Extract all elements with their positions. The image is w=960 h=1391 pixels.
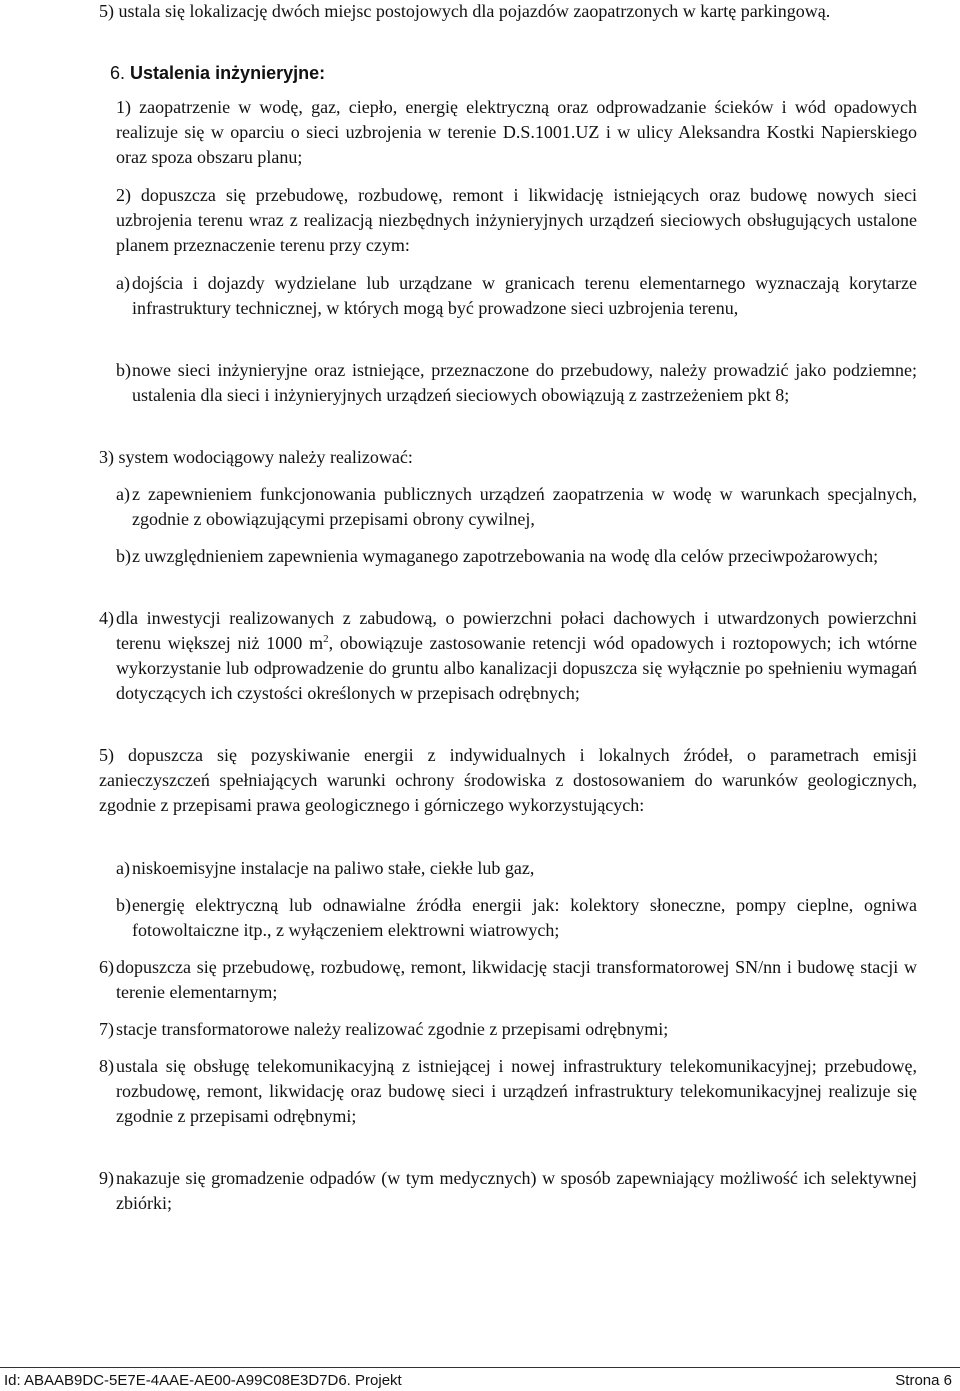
- item-4-label: 4): [99, 608, 114, 628]
- item-5a-text: niskoemisyjne instalacje na paliwo stałe, ciekłe lub gaz,: [132, 858, 535, 878]
- item-5b-label: b): [116, 895, 131, 915]
- footer-page-number: Strona 6: [895, 1372, 952, 1389]
- item-4-superscript: 2: [323, 633, 329, 645]
- item-4: [99, 606, 917, 706]
- item-5-text: 5) dopuszcza się pozyskiwanie energii z indywidualnych i lokalnych źródeł, o parametrach emisji zanieczyszczeń spełniających warunki ochrony środowiska z dostosowaniem do warunków geologicznych, zgodnie z przepisami prawa geologicznego i górniczego wykorzystujących:: [99, 745, 917, 815]
- footer-divider: [0, 1367, 960, 1368]
- item-4-text: [116, 606, 917, 706]
- item-6-label: 6): [99, 957, 114, 977]
- item-5-top: [99, 0, 917, 24]
- item-8-text: ustala się obsługę telekomunikacyjną z istniejącej i nowej infrastruktury telekomunikacyjnej; przebudowę, rozbudowę, remont, likwidację oraz budowę sieci i urządzeń infrastruktury telekomunikacyjnej realizuje się zgodnie z przepisami odrębnymi;: [116, 1056, 917, 1126]
- item-3: [99, 445, 917, 470]
- item-1: [116, 95, 917, 170]
- item-2-text: 2) dopuszcza się przebudowę, rozbudowę, remont i likwidację istniejących oraz budowę nowych sieci uzbrojenia terenu wraz z realizacją niezbędnych inżynieryjnych urządzeń sieciowych obsługujących ustalone planem przeznaczenie terenu przy czym:: [116, 185, 917, 255]
- item-6: [99, 955, 917, 1005]
- item-3a-label: a): [116, 484, 130, 504]
- item-2a: [116, 271, 917, 321]
- item-3b: [116, 544, 917, 569]
- footer-document-id: Id: ABAAB9DC-5E7E-4AAE-AE00-A99C08E3D7D6. Projekt: [4, 1372, 402, 1389]
- item-8: [99, 1054, 917, 1129]
- item-7-label: 7): [99, 1019, 114, 1039]
- item-2: [116, 183, 917, 258]
- item-5: [99, 743, 917, 818]
- item-9-label: 9): [99, 1168, 114, 1188]
- item-5b: [116, 893, 917, 943]
- section-title: Ustalenia inżynieryjne:: [130, 63, 326, 83]
- item-9-text: nakazuje się gromadzenie odpadów (w tym medycznych) w sposób zapewniający możliwość ich selektywnej zbiórki;: [116, 1168, 917, 1213]
- item-8-label: 8): [99, 1056, 114, 1076]
- item-2b: [116, 358, 917, 408]
- item-5-top-text: 5) ustala się lokalizację dwóch miejsc postojowych dla pojazdów zaopatrzonych w kartę parkingową.: [99, 1, 831, 21]
- item-6-text: dopuszcza się przebudowę, rozbudowę, remont, likwidację stacji transformatorowej SN/nn i budowę stacji w terenie elementarnym;: [116, 957, 917, 1002]
- item-3b-label: b): [116, 546, 131, 566]
- item-3a-text: z zapewnieniem funkcjonowania publicznych urządzeń zaopatrzenia w wodę w warunkach specjalnych, zgodnie z obowiązującymi przepisami obrony cywilnej,: [132, 484, 917, 529]
- item-3a: [116, 482, 917, 532]
- item-2a-text: dojścia i dojazdy wydzielane lub urządzane w granicach terenu elementarnego wyznaczają korytarze infrastruktury technicznej, w których mogą być prowadzone sieci uzbrojenia terenu,: [132, 273, 917, 318]
- item-4-text-rest: , obowiązuje zastosowanie retencji wód opadowych i roztopowych; ich wtórne wykorzystanie lub odprowadzenie do gruntu albo kanalizacji dopuszcza się wyłącznie po spełnieniu wymagań dotyczących ich czystości określonych w przepisach odrębnych;: [116, 633, 917, 703]
- item-7-text: stacje transformatorowe należy realizować zgodnie z przepisami odrębnymi;: [116, 1019, 669, 1039]
- section-number: 6.: [110, 63, 126, 83]
- item-3b-text: z uwzględnieniem zapewnienia wymaganego zapotrzebowania na wodę dla celów przeciwpożarowych;: [132, 546, 879, 566]
- item-5b-text: energię elektryczną lub odnawialne źródła energii jak: kolektory słoneczne, pompy cieplne, ogniwa fotowoltaiczne itp., z wyłączeniem elektrowni wiatrowych;: [132, 895, 917, 940]
- item-1-text: 1) zaopatrzenie w wodę, gaz, ciepło, energię elektryczną oraz odprowadzanie ścieków i wód opadowych realizuje się w oparciu o sieci uzbrojenia w terenie D.S.1001.UZ i w ulicy Aleksandra Kostki Napierskiego oraz spoza obszaru planu;: [116, 97, 917, 167]
- item-5a-label: a): [116, 858, 130, 878]
- item-4-text-main: dla inwestycji realizowanych z zabudową, o powierzchni połaci dachowych i utwardzonych powierzchni terenu większej niż 1000 m: [116, 608, 917, 653]
- item-3-text: 3) system wodociągowy należy realizować:: [99, 447, 413, 467]
- item-9: [99, 1166, 917, 1216]
- item-2b-label: b): [116, 360, 131, 380]
- item-2b-text: nowe sieci inżynieryjne oraz istniejące, przeznaczone do przebudowy, należy prowadzić jako podziemne; ustalenia dla sieci i inżynieryjnych urządzeń sieciowych obowiązują z zastrzeżeniem pkt 8;: [132, 360, 917, 405]
- item-7: [99, 1017, 917, 1042]
- item-2a-label: a): [116, 273, 130, 293]
- section-heading: [110, 61, 325, 86]
- item-5a: [116, 856, 917, 881]
